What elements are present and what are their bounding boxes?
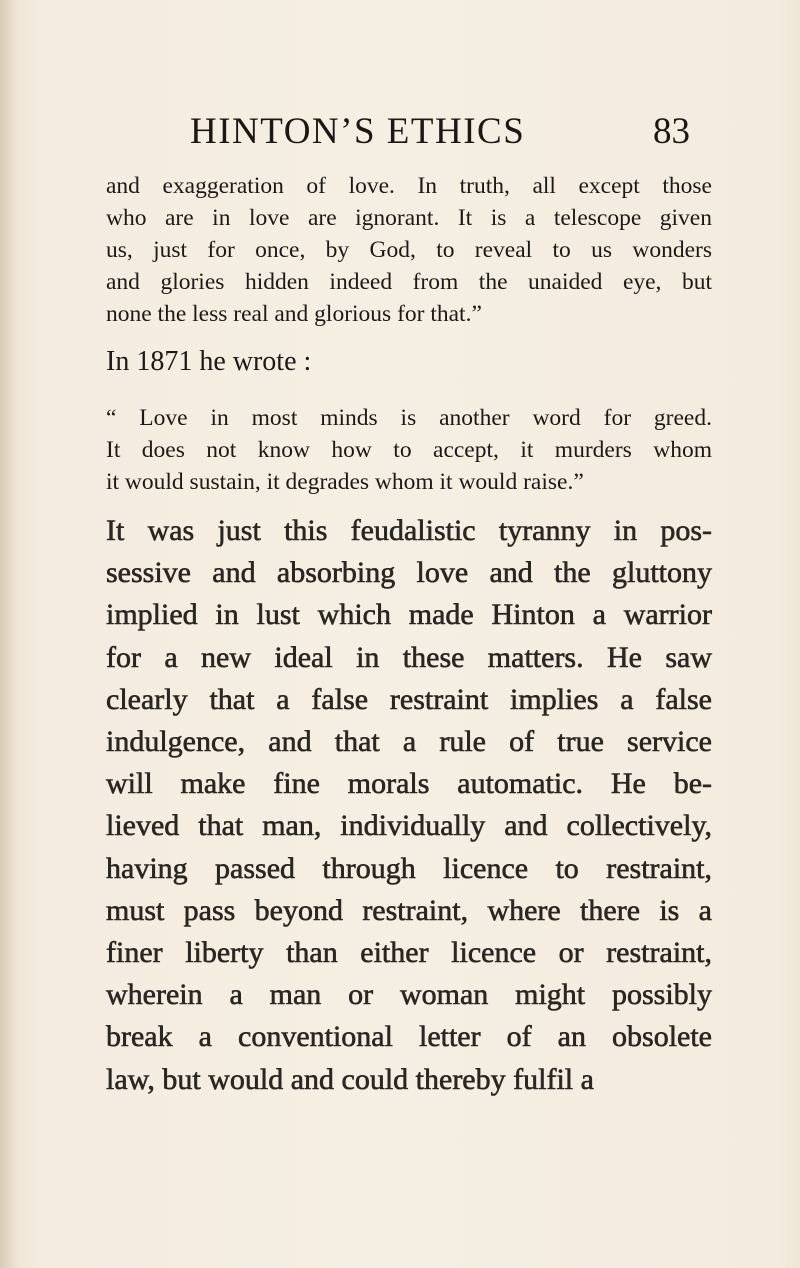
text-line: law, but would and could thereby fulfil a — [106, 1062, 594, 1096]
text-line: lieved that man, individually and collectively, — [106, 809, 712, 843]
text-line: and glories hidden indeed from the unaided eye, but — [106, 269, 712, 295]
text-line: In 1871 he wrote : — [106, 346, 312, 377]
paragraph-intro-1871 — [106, 344, 712, 380]
text-line: indulgence, and that a rule of true service — [106, 725, 712, 759]
text-line: will make fine morals automatic. He be- — [106, 767, 712, 801]
binding-shadow — [0, 0, 18, 1268]
text-line: none the less real and glorious for that.” — [106, 301, 482, 327]
page-number: 83 — [653, 111, 690, 152]
text-line: and exaggeration of love. In truth, all except those — [106, 173, 712, 199]
text-line: finer liberty than either licence or restraint, — [106, 936, 712, 970]
text-line: It was just this feudalistic tyranny in pos- — [106, 514, 712, 547]
text-line: implied in lust which made Hinton a warrior — [106, 598, 712, 632]
text-line: us, just for once, by God, to reveal to us wonders — [106, 237, 712, 263]
text-line: having passed through licence to restraint, — [106, 851, 712, 885]
text-line: must pass beyond restraint, where there is a — [106, 893, 712, 927]
running-head-title: HINTON’S ETHICS — [190, 111, 526, 152]
text-line: who are in love are ignorant. It is a telescope given — [106, 205, 712, 231]
paragraph-quote-continuation — [106, 170, 712, 330]
paragraph-main — [106, 510, 712, 1101]
paragraph-quote-love — [106, 402, 712, 498]
text-line: it would sustain, it degrades whom it would raise.” — [106, 469, 584, 495]
running-head — [190, 110, 690, 154]
text-line: sessive and absorbing love and the gluttony — [106, 556, 712, 590]
text-line: “ Love in most minds is another word for greed. — [106, 405, 712, 431]
text-line: It does not know how to accept, it murders whom — [106, 437, 712, 463]
text-line: clearly that a false restraint implies a false — [106, 682, 712, 716]
text-line: wherein a man or woman might possibly — [106, 978, 712, 1012]
text-line: break a conventional letter of an obsolete — [106, 1020, 712, 1054]
text-line: for a new ideal in these matters. He saw — [106, 640, 712, 674]
